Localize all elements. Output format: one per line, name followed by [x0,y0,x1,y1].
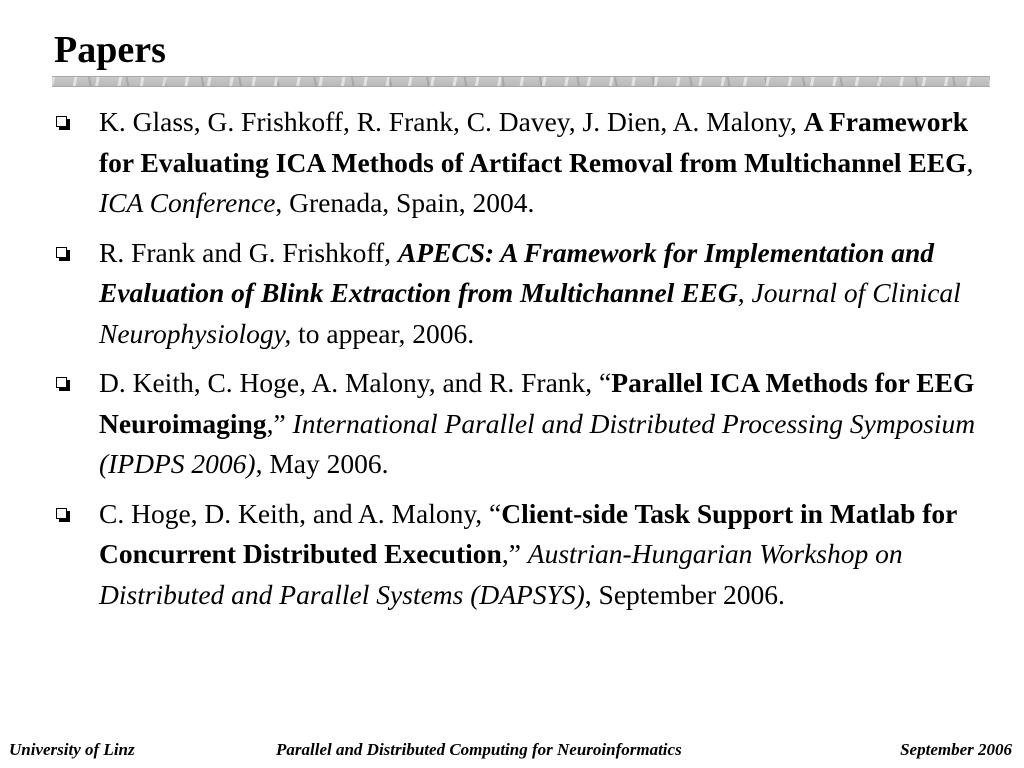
square-bullet-icon [56,116,67,127]
footer-date: September 2006 [900,740,1012,759]
paper-separator: , [737,277,752,308]
paper-item [54,102,984,224]
footer-course-title: Parallel and Distributed Computing for Neuroinformatics [276,740,682,759]
slide-footer [0,740,1024,764]
paper-details: , September 2006. [584,578,785,610]
paper-venue: International Parallel and Distributed Processing Symposium (IPDPS 2006) [99,407,976,479]
paper-venue: Austrian-Hungarian Workshop on Distributed and Parallel Systems (DAPSYS) [99,538,903,610]
paper-details: , May 2006. [255,448,389,479]
paper-separator: , [966,146,974,178]
square-bullet-icon [56,247,67,258]
paper-item [54,233,984,355]
slide-title: Papers [54,29,166,71]
paper-venue: Journal of Clinical Neurophysiology, [99,277,961,349]
paper-title: Parallel ICA Methods for EEG Neuroimaging [99,367,975,439]
paper-title: Client-side Task Support in Matlab for Concurrent Distributed Execution [99,497,957,569]
paper-item [54,363,984,485]
paper-authors: K. Glass, G. Frishkoff, R. Frank, C. Davey, J. Dien, A. Malony, [99,106,804,137]
paper-title: APECS: A Framework for Implementation and Evaluation of Blink Extraction from Multichannel EEG [99,236,935,308]
paper-separator: ,” [501,538,528,569]
square-bullet-icon [56,508,67,519]
paper-authors: R. Frank and G. Frishkoff, [99,236,398,268]
paper-list [54,102,984,624]
paper-authors: C. Hoge, D. Keith, and A. Malony, “ [99,497,502,529]
paper-separator: ,” [266,407,293,439]
paper-details: , Grenada, Spain, 2004. [275,187,535,218]
paper-venue: ICA Conference [99,187,276,218]
paper-details: to appear, 2006. [291,317,475,349]
paper-authors: D. Keith, C. Hoge, A. Malony, and R. Frank, “ [99,367,612,398]
title-rule [52,76,990,87]
square-bullet-icon [56,377,67,388]
footer-institution: University of Linz [9,740,135,759]
paper-item [54,494,984,616]
paper-title: A Framework for Evaluating ICA Methods of Artifact Removal from Multichannel EEG [99,106,968,178]
